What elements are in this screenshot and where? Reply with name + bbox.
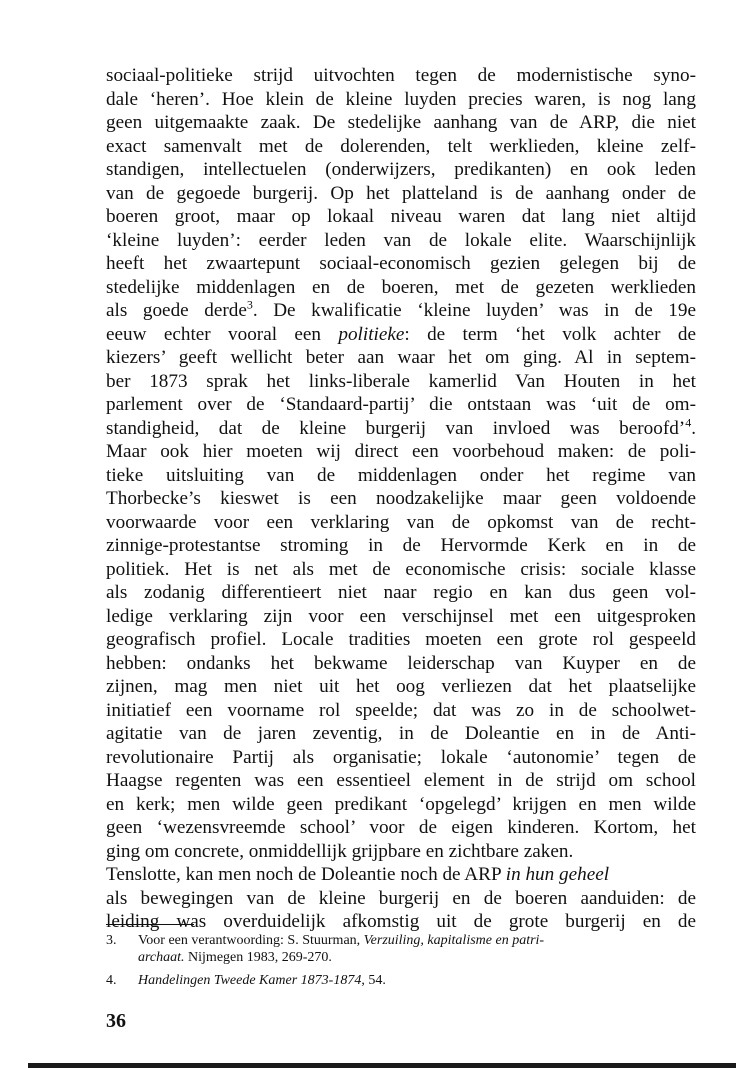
body-line: exact samenvalt met de dolerenden, telt werklieden, kleine zelf- <box>106 135 696 157</box>
line-text: : de term ‘het volk achter de <box>404 323 696 345</box>
footnote-text-cont: Nijmegen 1983, 269-270. <box>184 950 332 965</box>
body-line: stedelijke middenlagen en de boeren, met de gezeten werklieden <box>106 276 696 298</box>
line-text: . <box>691 417 696 439</box>
emphasis: in hun geheel <box>505 864 610 885</box>
body-line: leiding was overduidelijk afkomstig uit de grote burgerij en de <box>106 911 696 932</box>
footnote-3 <box>106 932 696 949</box>
footnotes <box>106 932 696 989</box>
body-line: Haagse regenten was een essentieel element in de strijd om school <box>106 770 696 791</box>
body-line: ledige verklaring zijn voor een verschijnsel met een uitgesproken <box>106 605 696 627</box>
body-line: hebben: ondanks het bekwame leiderschap van Kuyper en de <box>106 652 696 674</box>
body-line: Maar ook hier moeten wij direct een voorbehoud maken: de poli- <box>106 441 696 462</box>
footnote-title: Verzuiling, kapitalisme en patri- <box>363 933 545 948</box>
footnote-number: 3. <box>106 933 117 948</box>
body-line: en kerk; men wilde geen predikant ‘opgelegd’ krijgen en men wilde <box>106 793 696 815</box>
body-line: parlement over de ‘Standaard-partij’ die ontstaan was ‘uit de om- <box>106 394 696 415</box>
body-line: als zodanig differentieert niet naar regio en kan dus geen vol- <box>106 582 696 603</box>
body-line: kiezers’ geeft wellicht beter aan waar het om ging. Al in septem- <box>106 347 696 368</box>
line-text: Tenslotte, kan men noch de Doleantie noch de ARP <box>106 864 506 885</box>
body-line: Thorbecke’s kieswet is een noodzakelijke maar geen voldoende <box>106 488 696 509</box>
footnote-title-cont: archaat. <box>138 950 185 965</box>
body-line: politiek. Het is net als met de economische crisis: sociale klasse <box>106 558 696 580</box>
body-line: initiatief een voorname rol speelde; dat was zo in de schoolwet- <box>106 699 696 721</box>
body-line: geen ‘wezensvreemde school’ voor de eigen kinderen. Kortom, het <box>106 817 696 838</box>
body-line: boeren groot, maar op lokaal niveau waren dat lang niet altijd <box>106 206 696 227</box>
body-line: tieke uitsluiting van de middenlagen onder het regime van <box>106 464 696 486</box>
emphasis: politieke <box>338 323 405 345</box>
body-line: ‘kleine luyden’: eerder leden van de lokale elite. Waarschijnlijk <box>106 229 696 251</box>
footnote-divider <box>106 924 194 925</box>
body-text <box>106 64 696 934</box>
body-line: dale ‘heren’. Hoe klein de kleine luyden precies waren, is nog lang <box>106 88 696 110</box>
body-line <box>106 299 696 323</box>
line-text: standigheid, dat de kleine burgerij van invloed was beroofd’ <box>106 417 686 439</box>
footnote-text: , 54. <box>361 973 386 988</box>
page-number: 36 <box>106 1010 126 1032</box>
body-line: sociaal-politieke strijd uitvochten tegen de modernistische syno- <box>106 65 696 86</box>
body-line: revolutionaire Partij als organisatie; lokale ‘autonomie’ tegen de <box>106 746 696 768</box>
body-line: heeft het zwaartepunt sociaal-economisch gezien gelegen bij de <box>106 253 696 274</box>
body-line: geografisch profiel. Locale tradities moeten een grote rol gespeeld <box>106 629 696 650</box>
line-text: . De kwalificatie ‘kleine luyden’ was in de 19e <box>252 300 696 321</box>
footnote-ref: 3 <box>246 299 253 312</box>
body-line: zinnige-protestantse stroming in de Hervormde Kerk en in de <box>106 535 696 556</box>
footnote-title: Handelingen Tweede Kamer 1873-1874 <box>138 973 362 988</box>
line-text: als goede derde <box>106 300 247 321</box>
footnote-text: Voor een verantwoording: S. Stuurman, <box>138 933 364 948</box>
body-line: ging om concrete, onmiddellijk grijpbare en zichtbare zaken. <box>106 840 574 862</box>
body-line: geen uitgemaakte zaak. De stedelijke aanhang van de ARP, die niet <box>106 112 696 133</box>
body-line <box>106 863 696 887</box>
body-line: standigen, intellectuelen (onderwijzers, predikanten) en ook leden <box>106 159 696 180</box>
body-line: agitatie van de jaren zeventig, in de Doleantie en in de Anti- <box>106 723 696 744</box>
body-line <box>106 323 696 347</box>
line-text: eeuw echter vooral een <box>106 323 339 345</box>
body-line: ber 1873 sprak het links-liberale kamerlid Van Houten in het <box>106 370 696 392</box>
body-line: als bewegingen van de kleine burgerij en de boeren aanduiden: de <box>106 887 696 909</box>
footnote-4 <box>106 972 696 989</box>
bottom-rule <box>28 1063 736 1068</box>
body-line <box>106 417 696 441</box>
body-line: van de gegoede burgerij. Op het platteland is de aanhang onder de <box>106 182 696 204</box>
footnote-3-continuation <box>106 949 696 966</box>
body-line: voorwaarde voor een verklaring van de opkomst van de recht- <box>106 511 696 533</box>
footnote-number: 4. <box>106 973 117 988</box>
body-line: zijnen, mag men niet uit het oog verliezen dat het plaatselijke <box>106 676 696 697</box>
footnote-ref: 4 <box>685 416 692 430</box>
